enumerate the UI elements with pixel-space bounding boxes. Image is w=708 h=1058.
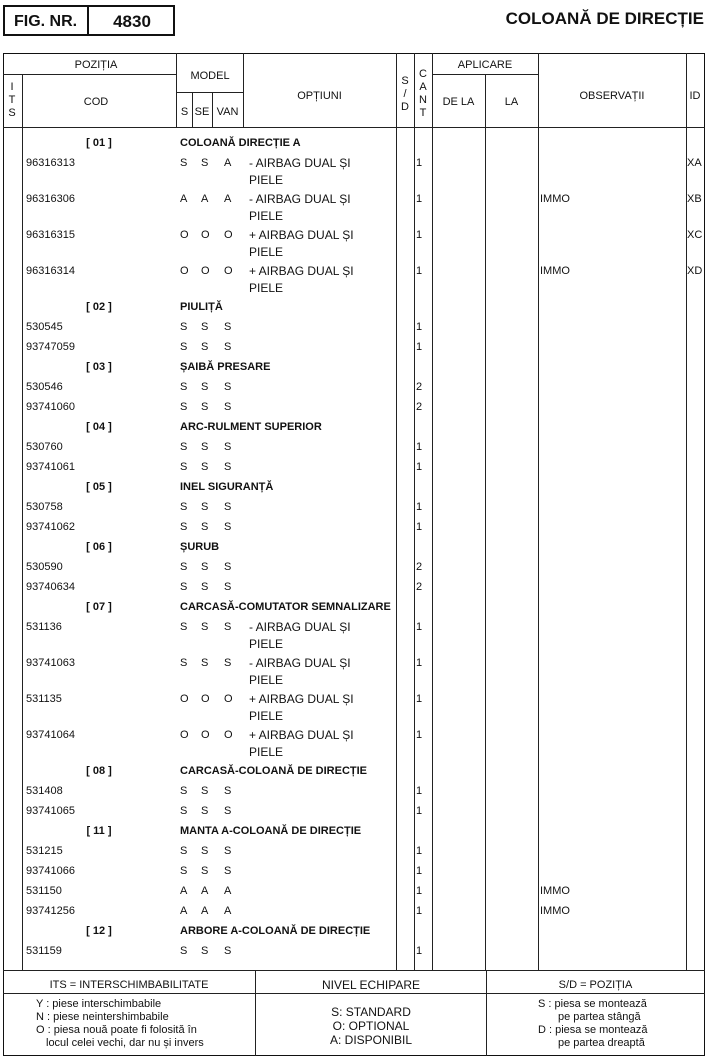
part-code: 530590 — [26, 561, 63, 573]
header-cant-a: A — [419, 81, 427, 93]
legend-nivel-line: A: DISPONIBIL — [329, 1033, 413, 1047]
header-its-t: T — [8, 94, 16, 106]
model-van-value: S — [224, 521, 232, 533]
model-s-value: S — [180, 865, 188, 877]
part-code: 93741061 — [26, 461, 75, 473]
model-van-value: S — [224, 945, 232, 957]
grid-line — [414, 53, 415, 970]
position-number: [ 06 ] — [86, 541, 112, 553]
model-van-value: S — [224, 581, 232, 593]
quantity-value: 1 — [416, 521, 423, 533]
grid-line — [396, 53, 397, 970]
legend-nivel-line: O: OPTIONAL — [332, 1019, 410, 1033]
option-text: PIELE — [249, 745, 284, 759]
model-s-value: S — [180, 321, 188, 333]
position-number: [ 11 ] — [86, 825, 112, 837]
model-van-value: O — [224, 729, 233, 741]
model-s-value: S — [180, 621, 188, 633]
part-code: 93741256 — [26, 905, 75, 917]
part-code: 93741064 — [26, 729, 75, 741]
position-number: [ 04 ] — [86, 421, 112, 433]
option-text: + AIRBAG DUAL ȘI — [249, 728, 354, 742]
part-code: 93741065 — [26, 805, 75, 817]
quantity-value: 1 — [416, 845, 423, 857]
model-van-value: S — [224, 845, 232, 857]
observation-value: IMMO — [540, 885, 570, 897]
model-van-value: S — [224, 561, 232, 573]
legend-its-title: ITS = INTERSCHIMBABILITATE — [49, 979, 209, 991]
model-van-value: S — [224, 461, 232, 473]
part-code: 93747059 — [26, 341, 75, 353]
model-s-value: S — [180, 561, 188, 573]
parts-table — [3, 53, 705, 1056]
part-code: 93741062 — [26, 521, 75, 533]
model-van-value: S — [224, 657, 232, 669]
model-se-value: S — [201, 381, 209, 393]
group-title: ARBORE A-COLOANĂ DE DIRECȚIE — [180, 925, 371, 937]
model-se-value: A — [201, 885, 209, 897]
model-van-value: S — [224, 381, 232, 393]
part-code: 96316314 — [26, 265, 75, 277]
part-code: 93740634 — [26, 581, 75, 593]
header-model-se: SE — [194, 106, 210, 118]
part-code: 531135 — [26, 693, 62, 705]
quantity-value: 1 — [416, 693, 423, 705]
model-s-value: O — [180, 693, 189, 705]
figure-number: 4830 — [113, 12, 151, 31]
header-its-i: I — [10, 81, 14, 93]
header-observatii: OBSERVAȚII — [579, 90, 645, 102]
quantity-value: 1 — [416, 441, 423, 453]
header-model-s: S — [180, 106, 189, 118]
header-pozitia: POZIȚIA — [74, 59, 118, 71]
model-s-value: S — [180, 845, 188, 857]
legend-nivel-line: S: STANDARD — [331, 1005, 411, 1019]
quantity-value: 1 — [416, 885, 423, 897]
option-text: PIELE — [249, 673, 284, 687]
option-text: PIELE — [249, 245, 284, 259]
model-s-value: S — [180, 945, 188, 957]
header-de-la: DE LA — [442, 96, 475, 108]
part-code: 530760 — [26, 441, 63, 453]
model-van-value: S — [224, 341, 232, 353]
grid-line — [538, 53, 539, 970]
model-van-value: A — [224, 157, 232, 169]
model-s-value: S — [180, 785, 188, 797]
position-number: [ 12 ] — [86, 925, 112, 937]
option-text: + AIRBAG DUAL ȘI — [249, 228, 354, 242]
model-se-value: A — [201, 905, 209, 917]
model-van-value: A — [224, 885, 232, 897]
part-code: 531136 — [26, 621, 62, 633]
legend-its-line: Y : piese interschimbabile — [36, 998, 162, 1010]
page-title: COLOANĂ DE DIRECȚIE — [505, 9, 704, 28]
model-se-value: S — [201, 521, 209, 533]
group-title: CARCASĂ-COLOANĂ DE DIRECȚIE — [180, 765, 367, 777]
grid-line — [432, 53, 433, 970]
model-s-value: O — [180, 265, 189, 277]
model-van-value: S — [224, 621, 232, 633]
model-van-value: S — [224, 401, 232, 413]
model-s-value: A — [180, 905, 188, 917]
group-title: COLOANĂ DIRECȚIE A — [180, 137, 301, 149]
header-its-s: S — [8, 107, 16, 119]
option-text: PIELE — [249, 173, 284, 187]
legend-sd-title: S/D = POZIȚIA — [558, 979, 633, 991]
observation-value: IMMO — [540, 265, 570, 277]
quantity-value: 1 — [416, 229, 423, 241]
option-text: - AIRBAG DUAL ȘI — [249, 620, 351, 634]
model-se-value: S — [201, 561, 209, 573]
option-text: - AIRBAG DUAL ȘI — [249, 656, 351, 670]
model-s-value: S — [180, 657, 188, 669]
model-s-value: O — [180, 229, 189, 241]
quantity-value: 1 — [416, 729, 423, 741]
quantity-value: 1 — [416, 621, 423, 633]
observation-value: IMMO — [540, 905, 570, 917]
model-se-value: S — [201, 461, 209, 473]
model-s-value: S — [180, 581, 188, 593]
model-s-value: S — [180, 461, 188, 473]
option-text: + AIRBAG DUAL ȘI — [249, 264, 354, 278]
row-id: XD — [687, 265, 703, 277]
model-s-value: S — [180, 501, 188, 513]
part-code: 531150 — [26, 885, 62, 897]
header-id: ID — [689, 90, 701, 102]
model-se-value: S — [201, 401, 209, 413]
legend-nivel-title: NIVEL ECHIPARE — [321, 978, 421, 992]
model-se-value: O — [201, 229, 210, 241]
header-la: LA — [504, 96, 519, 108]
quantity-value: 1 — [416, 805, 423, 817]
option-text: PIELE — [249, 709, 284, 723]
part-code: 96316306 — [26, 193, 75, 205]
model-s-value: O — [180, 729, 189, 741]
model-se-value: S — [201, 441, 209, 453]
model-s-value: S — [180, 381, 188, 393]
figure-label: FIG. NR. — [14, 13, 78, 30]
legend-sd-line: S : piesa se montează — [538, 998, 647, 1010]
model-se-value: S — [201, 865, 209, 877]
option-text: PIELE — [249, 209, 284, 223]
quantity-value: 1 — [416, 265, 423, 277]
position-number: [ 02 ] — [86, 301, 112, 313]
model-se-value: O — [201, 729, 210, 741]
legend-sd-line: pe partea stângă — [558, 1011, 641, 1023]
table-body-bottom — [3, 970, 705, 971]
model-s-value: S — [180, 157, 188, 169]
header-cant-c: C — [419, 68, 427, 80]
model-van-value: O — [224, 693, 233, 705]
model-se-value: S — [201, 581, 209, 593]
part-code: 96316315 — [26, 229, 75, 241]
quantity-value: 1 — [416, 461, 423, 473]
quantity-value: 1 — [416, 945, 423, 957]
group-title: MANTA A-COLOANĂ DE DIRECȚIE — [180, 825, 362, 837]
group-title: CARCASĂ-COMUTATOR SEMNALIZARE — [180, 601, 391, 613]
model-se-value: S — [201, 157, 209, 169]
quantity-value: 1 — [416, 905, 423, 917]
model-se-value: S — [201, 321, 209, 333]
part-code: 93741066 — [26, 865, 75, 877]
header-model-van: VAN — [216, 106, 239, 118]
header-sd-s: S — [401, 75, 409, 87]
quantity-value: 1 — [416, 341, 423, 353]
header-cod: COD — [83, 96, 109, 108]
model-s-value: S — [180, 521, 188, 533]
part-code: 531215 — [26, 845, 63, 857]
group-title: ȘAIBĂ PRESARE — [180, 361, 271, 373]
model-van-value: S — [224, 441, 232, 453]
legend-sd-line: D : piesa se montează — [538, 1024, 648, 1036]
header-divider — [3, 74, 176, 75]
model-van-value: S — [224, 865, 232, 877]
model-s-value: S — [180, 341, 188, 353]
position-number: [ 01 ] — [86, 137, 112, 149]
model-se-value: A — [201, 193, 209, 205]
part-code: 96316313 — [26, 157, 75, 169]
header-sd-d: D — [401, 101, 409, 113]
model-van-value: O — [224, 265, 233, 277]
legend-its-line: N : piese neintershimbabile — [36, 1011, 169, 1023]
model-se-value: S — [201, 945, 209, 957]
part-code: 530758 — [26, 501, 63, 513]
position-number: [ 05 ] — [86, 481, 112, 493]
quantity-value: 1 — [416, 501, 423, 513]
model-s-value: A — [180, 885, 188, 897]
figure-number-box — [3, 5, 175, 36]
option-text: PIELE — [249, 281, 284, 295]
group-title: INEL SIGURANȚĂ — [180, 481, 274, 493]
option-text: - AIRBAG DUAL ȘI — [249, 156, 351, 170]
grid-line — [485, 74, 486, 970]
quantity-value: 1 — [416, 785, 423, 797]
model-van-value: A — [224, 193, 232, 205]
part-code: 93741063 — [26, 657, 75, 669]
header-divider — [177, 92, 243, 93]
model-se-value: S — [201, 501, 209, 513]
quantity-value: 1 — [416, 657, 423, 669]
quantity-value: 1 — [416, 321, 423, 333]
model-s-value: A — [180, 193, 188, 205]
position-number: [ 08 ] — [86, 765, 112, 777]
header-cant-n: N — [419, 94, 427, 106]
position-number: [ 07 ] — [86, 601, 112, 613]
row-id: XC — [687, 229, 703, 241]
header-optiuni: OPȚIUNI — [297, 90, 342, 102]
model-se-value: S — [201, 621, 209, 633]
header-bottom-line — [3, 127, 705, 128]
quantity-value: 2 — [416, 401, 423, 413]
quantity-value: 2 — [416, 581, 423, 593]
row-id: XA — [687, 157, 702, 169]
quantity-value: 2 — [416, 561, 423, 573]
header-aplicare: APLICARE — [457, 59, 513, 71]
quantity-value: 1 — [416, 193, 423, 205]
footer-title-line — [3, 993, 705, 994]
legend-its-line: O : piesa nouă poate fi folosită în — [36, 1024, 197, 1036]
part-code: 530545 — [26, 321, 63, 333]
model-van-value: A — [224, 905, 232, 917]
model-van-value: S — [224, 321, 232, 333]
model-se-value: O — [201, 693, 210, 705]
legend-its-line: locul celei vechi, dar nu și invers — [46, 1037, 204, 1049]
group-title: ARC-RULMENT SUPERIOR — [180, 421, 322, 433]
quantity-value: 2 — [416, 381, 423, 393]
part-code: 531159 — [26, 945, 62, 957]
group-title: ȘURUB — [180, 541, 220, 553]
model-van-value: S — [224, 785, 232, 797]
model-se-value: S — [201, 805, 209, 817]
model-se-value: S — [201, 845, 209, 857]
header-sd-slash: / — [403, 88, 407, 100]
model-van-value: S — [224, 501, 232, 513]
grid-line — [686, 53, 687, 970]
part-code: 531408 — [26, 785, 63, 797]
option-text: + AIRBAG DUAL ȘI — [249, 692, 354, 706]
observation-value: IMMO — [540, 193, 570, 205]
group-title: PIULIȚĂ — [180, 301, 223, 313]
header-cant-t: T — [419, 107, 427, 119]
model-s-value: S — [180, 805, 188, 817]
option-text: PIELE — [249, 637, 284, 651]
model-se-value: S — [201, 341, 209, 353]
quantity-value: 1 — [416, 157, 423, 169]
part-code: 93741060 — [26, 401, 75, 413]
model-van-value: S — [224, 805, 232, 817]
legend-sd-line: pe partea dreaptă — [558, 1037, 645, 1049]
model-van-value: O — [224, 229, 233, 241]
row-id: XB — [687, 193, 702, 205]
option-text: - AIRBAG DUAL ȘI — [249, 192, 351, 206]
quantity-value: 1 — [416, 865, 423, 877]
header-model: MODEL — [190, 70, 230, 82]
model-s-value: S — [180, 441, 188, 453]
model-se-value: S — [201, 657, 209, 669]
model-se-value: S — [201, 785, 209, 797]
model-se-value: O — [201, 265, 210, 277]
model-s-value: S — [180, 401, 188, 413]
part-code: 530546 — [26, 381, 63, 393]
position-number: [ 03 ] — [86, 361, 112, 373]
